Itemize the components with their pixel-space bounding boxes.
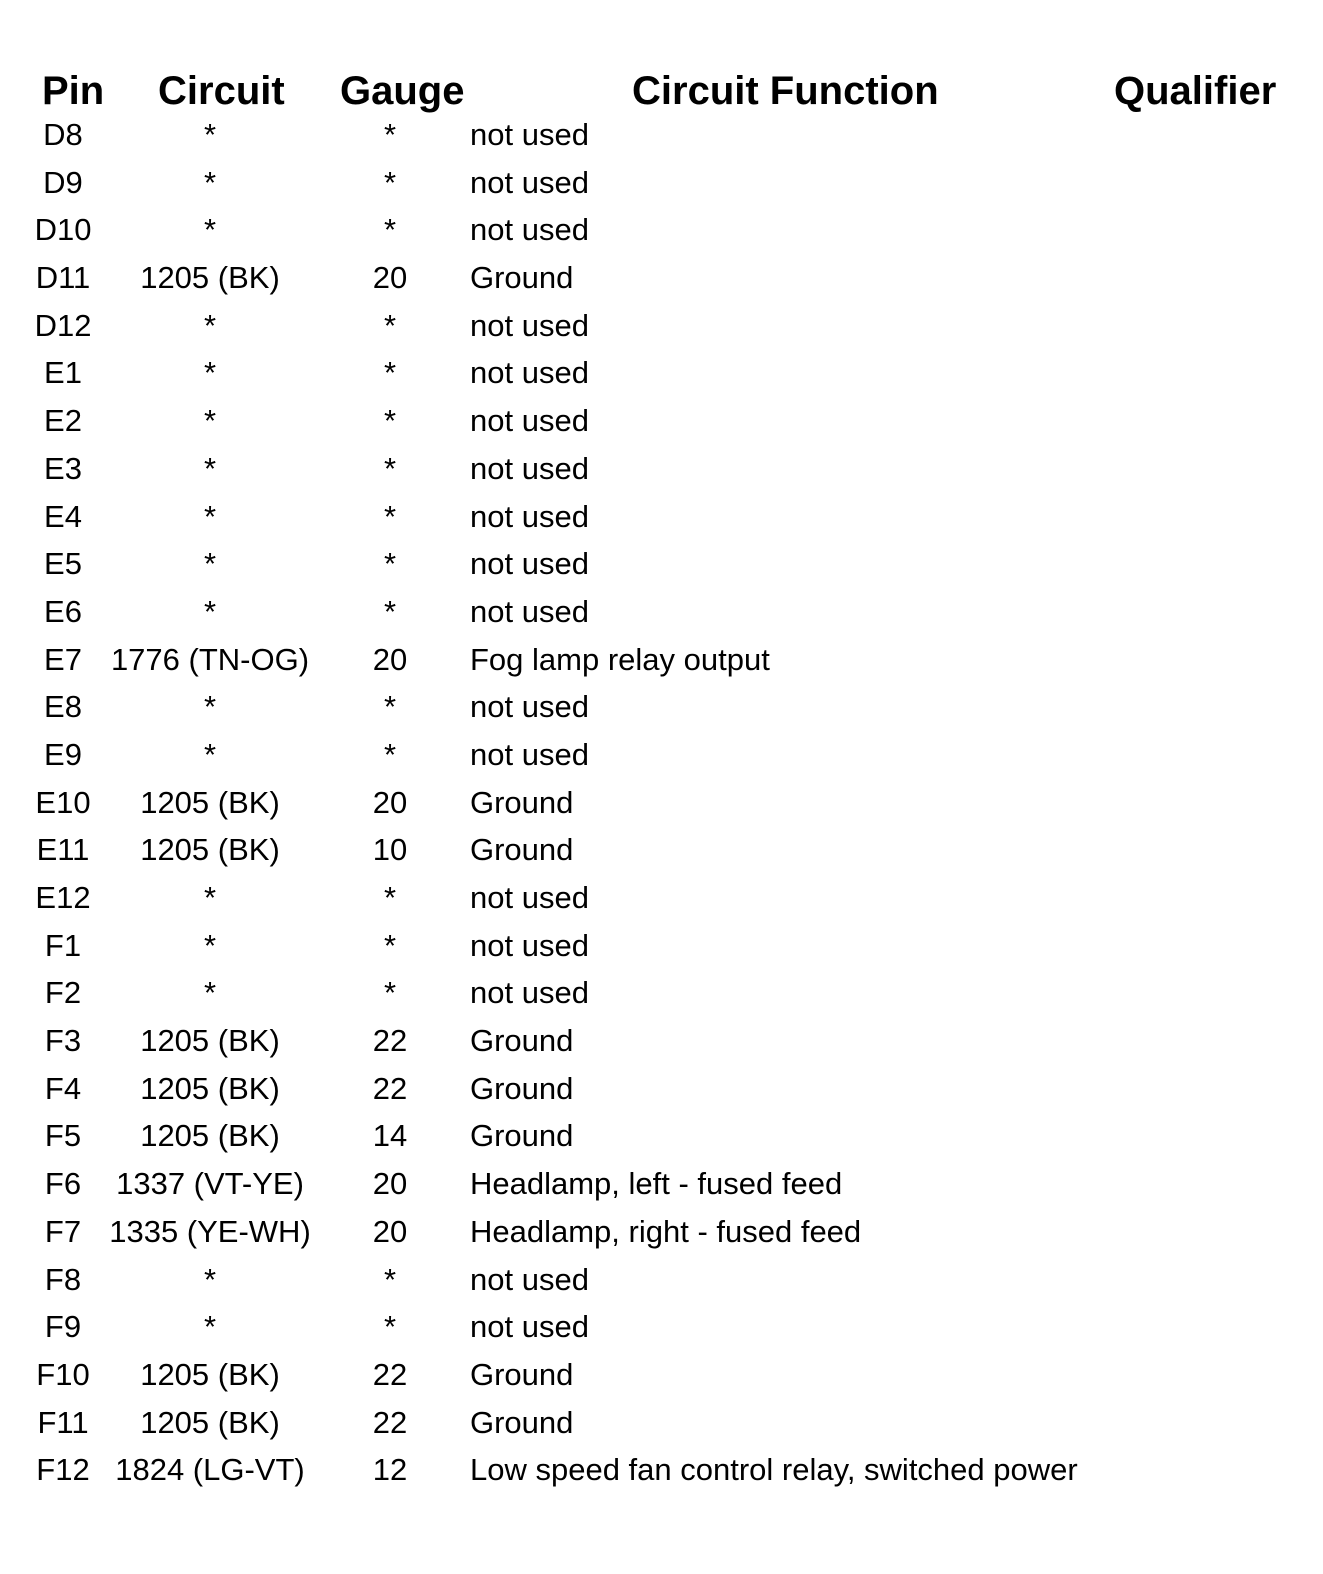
pin-cell: F8 xyxy=(44,1261,82,1297)
gauge-cell: 10 xyxy=(372,832,408,868)
gauge-cell: * xyxy=(383,307,397,343)
circuit-cell: 1205 (BK) xyxy=(140,1023,280,1059)
pin-cell: F1 xyxy=(44,927,82,963)
table-row xyxy=(0,399,1323,447)
pin-cell: D12 xyxy=(34,307,92,343)
table-row xyxy=(0,733,1323,781)
circuit-cell: 1824 (LG-VT) xyxy=(115,1452,305,1488)
circuit-cell: * xyxy=(203,117,217,152)
circuit-function-cell: not used xyxy=(470,927,589,963)
table-row xyxy=(0,495,1323,543)
circuit-function-cell: not used xyxy=(470,593,589,629)
table-row xyxy=(0,1114,1323,1162)
circuit-function-cell: not used xyxy=(470,880,589,915)
circuit-cell: 1337 (VT-YE) xyxy=(116,1166,304,1202)
table-row xyxy=(0,1258,1323,1306)
gauge-cell: 22 xyxy=(372,1404,408,1440)
table-row xyxy=(0,781,1323,829)
pin-cell: E9 xyxy=(44,736,82,772)
circuit-function-cell: not used xyxy=(470,403,589,439)
gauge-cell: 20 xyxy=(372,260,408,296)
circuit-cell: * xyxy=(203,1309,217,1345)
table-row xyxy=(0,590,1323,638)
table-row xyxy=(0,304,1323,352)
circuit-cell: * xyxy=(203,593,217,629)
pin-cell: D9 xyxy=(43,164,83,200)
gauge-cell: * xyxy=(383,1309,397,1345)
gauge-cell: * xyxy=(383,927,397,963)
gauge-cell: * xyxy=(383,736,397,772)
pin-cell: F7 xyxy=(44,1213,82,1249)
circuit-function-cell: not used xyxy=(470,307,589,343)
pin-cell: D10 xyxy=(34,212,92,248)
circuit-cell: * xyxy=(203,498,217,534)
gauge-cell: 22 xyxy=(372,1070,408,1106)
gauge-cell: * xyxy=(383,450,397,486)
circuit-cell: 1205 (BK) xyxy=(140,1118,280,1154)
pin-cell: D8 xyxy=(43,117,83,152)
table-row xyxy=(0,256,1323,304)
header-qualifier: Qualifier xyxy=(1114,69,1277,113)
circuit-cell: 1205 (BK) xyxy=(140,1404,280,1440)
gauge-cell: 14 xyxy=(372,1118,408,1154)
circuit-function-cell: not used xyxy=(470,546,589,582)
circuit-function-cell: Ground xyxy=(470,1118,574,1154)
table-row xyxy=(0,876,1323,924)
circuit-cell: 1776 (TN-OG) xyxy=(110,641,310,677)
circuit-function-cell: Headlamp, left - fused feed xyxy=(470,1166,843,1202)
circuit-function-cell: not used xyxy=(470,498,589,534)
table-row xyxy=(0,161,1323,209)
pin-cell: D11 xyxy=(35,260,91,296)
pin-cell: E10 xyxy=(35,784,91,820)
table-row xyxy=(0,208,1323,256)
circuit-function-cell: Ground xyxy=(470,1023,574,1059)
pin-cell: F5 xyxy=(44,1118,82,1154)
table-row xyxy=(0,542,1323,590)
table-header xyxy=(0,66,1323,116)
pin-cell: F12 xyxy=(36,1452,90,1488)
circuit-cell: * xyxy=(203,164,217,200)
circuit-function-cell: Headlamp, right - fused feed xyxy=(470,1213,862,1249)
circuit-function-cell: not used xyxy=(470,1261,589,1297)
pin-cell: E3 xyxy=(44,450,82,486)
pin-cell: E1 xyxy=(44,355,82,391)
table-row xyxy=(0,1210,1323,1258)
circuit-function-cell: not used xyxy=(470,736,589,772)
header-circuit-function: Circuit Function xyxy=(632,69,939,113)
table-row xyxy=(0,685,1323,733)
circuit-cell: * xyxy=(203,880,217,915)
gauge-cell: * xyxy=(383,164,397,200)
header-gauge: Gauge xyxy=(340,69,465,113)
circuit-function-cell: Ground xyxy=(470,260,574,296)
pin-cell: F9 xyxy=(44,1309,82,1345)
circuit-function-cell: not used xyxy=(470,212,589,248)
gauge-cell: 20 xyxy=(372,1213,408,1249)
circuit-cell: * xyxy=(203,736,217,772)
pin-cell: E8 xyxy=(44,689,82,725)
circuit-function-cell: not used xyxy=(470,689,589,725)
pin-cell: E4 xyxy=(44,498,82,534)
table-row xyxy=(0,924,1323,972)
circuit-function-cell: Ground xyxy=(470,1356,574,1392)
table-row xyxy=(0,638,1323,686)
pin-cell: F10 xyxy=(36,1356,90,1392)
pin-cell: E5 xyxy=(44,546,82,582)
header-pin: Pin xyxy=(42,69,105,113)
pin-cell: F11 xyxy=(37,1404,89,1440)
table-row xyxy=(0,113,1323,161)
table-row xyxy=(0,1448,1323,1496)
table-row xyxy=(0,1162,1323,1210)
gauge-cell: * xyxy=(383,498,397,534)
circuit-cell: * xyxy=(203,689,217,725)
gauge-cell: 12 xyxy=(372,1452,408,1488)
table-row xyxy=(0,828,1323,876)
pin-cell: E12 xyxy=(35,880,91,915)
circuit-function-cell: not used xyxy=(470,164,589,200)
circuit-cell: 1335 (YE-WH) xyxy=(109,1213,311,1249)
gauge-cell: 20 xyxy=(372,1166,408,1202)
circuit-function-cell: Fog lamp relay output xyxy=(470,641,770,677)
gauge-cell: 20 xyxy=(372,784,408,820)
table-row xyxy=(0,1019,1323,1067)
pin-cell: F6 xyxy=(44,1166,82,1202)
circuit-function-cell: Ground xyxy=(470,784,574,820)
pinout-table-body xyxy=(0,113,1323,1496)
gauge-cell: * xyxy=(383,403,397,439)
circuit-cell: 1205 (BK) xyxy=(140,784,280,820)
circuit-cell: * xyxy=(203,212,217,248)
header-circuit: Circuit xyxy=(158,69,285,113)
pin-cell: E2 xyxy=(44,403,82,439)
gauge-cell: 20 xyxy=(372,641,408,677)
table-row xyxy=(0,447,1323,495)
gauge-cell: * xyxy=(383,355,397,391)
circuit-function-cell: not used xyxy=(470,117,589,152)
circuit-cell: 1205 (BK) xyxy=(140,260,280,296)
circuit-function-cell: Low speed fan control relay, switched power xyxy=(470,1452,1078,1488)
circuit-cell: * xyxy=(203,546,217,582)
gauge-cell: 22 xyxy=(372,1023,408,1059)
pin-cell: F4 xyxy=(44,1070,82,1106)
circuit-cell: * xyxy=(203,403,217,439)
pin-cell: E6 xyxy=(44,593,82,629)
circuit-function-cell: not used xyxy=(470,1309,589,1345)
circuit-cell: * xyxy=(203,975,217,1011)
circuit-cell: 1205 (BK) xyxy=(140,1070,280,1106)
circuit-cell: * xyxy=(203,1261,217,1297)
gauge-cell: * xyxy=(383,689,397,725)
circuit-function-cell: Ground xyxy=(470,1070,574,1106)
table-row xyxy=(0,351,1323,399)
gauge-cell: * xyxy=(383,546,397,582)
circuit-function-cell: not used xyxy=(470,355,589,391)
pin-cell: F3 xyxy=(44,1023,82,1059)
circuit-cell: * xyxy=(203,450,217,486)
gauge-cell: * xyxy=(383,212,397,248)
circuit-cell: * xyxy=(203,355,217,391)
table-row xyxy=(0,1067,1323,1115)
gauge-cell: * xyxy=(383,975,397,1011)
gauge-cell: * xyxy=(383,880,397,915)
circuit-function-cell: not used xyxy=(470,450,589,486)
circuit-function-cell: Ground xyxy=(470,832,574,868)
circuit-cell: 1205 (BK) xyxy=(140,1356,280,1392)
table-row xyxy=(0,1305,1323,1353)
gauge-cell: * xyxy=(383,117,397,152)
gauge-cell: 22 xyxy=(372,1356,408,1392)
gauge-cell: * xyxy=(383,593,397,629)
circuit-function-cell: Ground xyxy=(470,1404,574,1440)
table-row xyxy=(0,1353,1323,1401)
pin-cell: E11 xyxy=(36,832,90,868)
table-row xyxy=(0,1401,1323,1449)
pin-cell: E7 xyxy=(44,641,82,677)
circuit-function-cell: not used xyxy=(470,975,589,1011)
circuit-cell: * xyxy=(203,927,217,963)
pin-cell: F2 xyxy=(44,975,82,1011)
gauge-cell: * xyxy=(383,1261,397,1297)
table-row xyxy=(0,971,1323,1019)
circuit-cell: * xyxy=(203,307,217,343)
circuit-cell: 1205 (BK) xyxy=(140,832,280,868)
